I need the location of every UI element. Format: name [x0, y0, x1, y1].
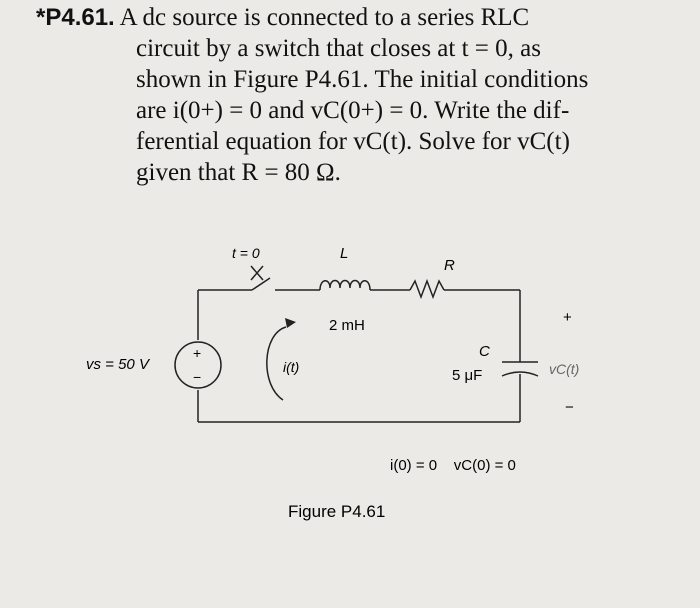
capacitor-label: C — [479, 343, 490, 360]
resistor-symbol — [410, 281, 444, 297]
inductor-label: L — [340, 245, 349, 262]
source-minus: − — [193, 369, 202, 385]
current-arrowhead — [285, 318, 296, 328]
switch-blade — [252, 278, 270, 290]
capacitor-value: 5 μF — [452, 367, 483, 384]
problem-line-3: shown in Figure P4.61. The initial conditions — [136, 66, 589, 93]
vc-plus: + — [563, 309, 572, 326]
current-label: i(t) — [283, 359, 300, 375]
switch-label: t = 0 — [232, 245, 260, 261]
figure-caption: Figure P4.61 — [288, 502, 386, 521]
problem-line-1: *P4.61. A dc source is connected to a series RLC — [36, 4, 530, 31]
inductor-symbol — [320, 281, 370, 291]
problem-line-6: given that R = 80 Ω. — [136, 159, 341, 186]
source-plus: + — [193, 345, 202, 361]
vc-label: vC(t) — [549, 361, 580, 377]
initial-conditions: i(0) = 0 vC(0) = 0 — [390, 457, 516, 474]
problem-number: *P4.61. — [36, 4, 115, 31]
resistor-label: R — [444, 257, 455, 274]
problem-line-5: ferential equation for vC(t). Solve for vC(t) — [136, 128, 570, 155]
vc-minus: − — [565, 399, 574, 416]
inductor-value: 2 mH — [329, 317, 365, 334]
problem-line-4: are i(0+) = 0 and vC(0+) = 0. Write the dif- — [136, 97, 570, 124]
source-label: vs = 50 V — [86, 356, 149, 373]
problem-line-2: circuit by a switch that closes at t = 0, as — [136, 35, 541, 62]
